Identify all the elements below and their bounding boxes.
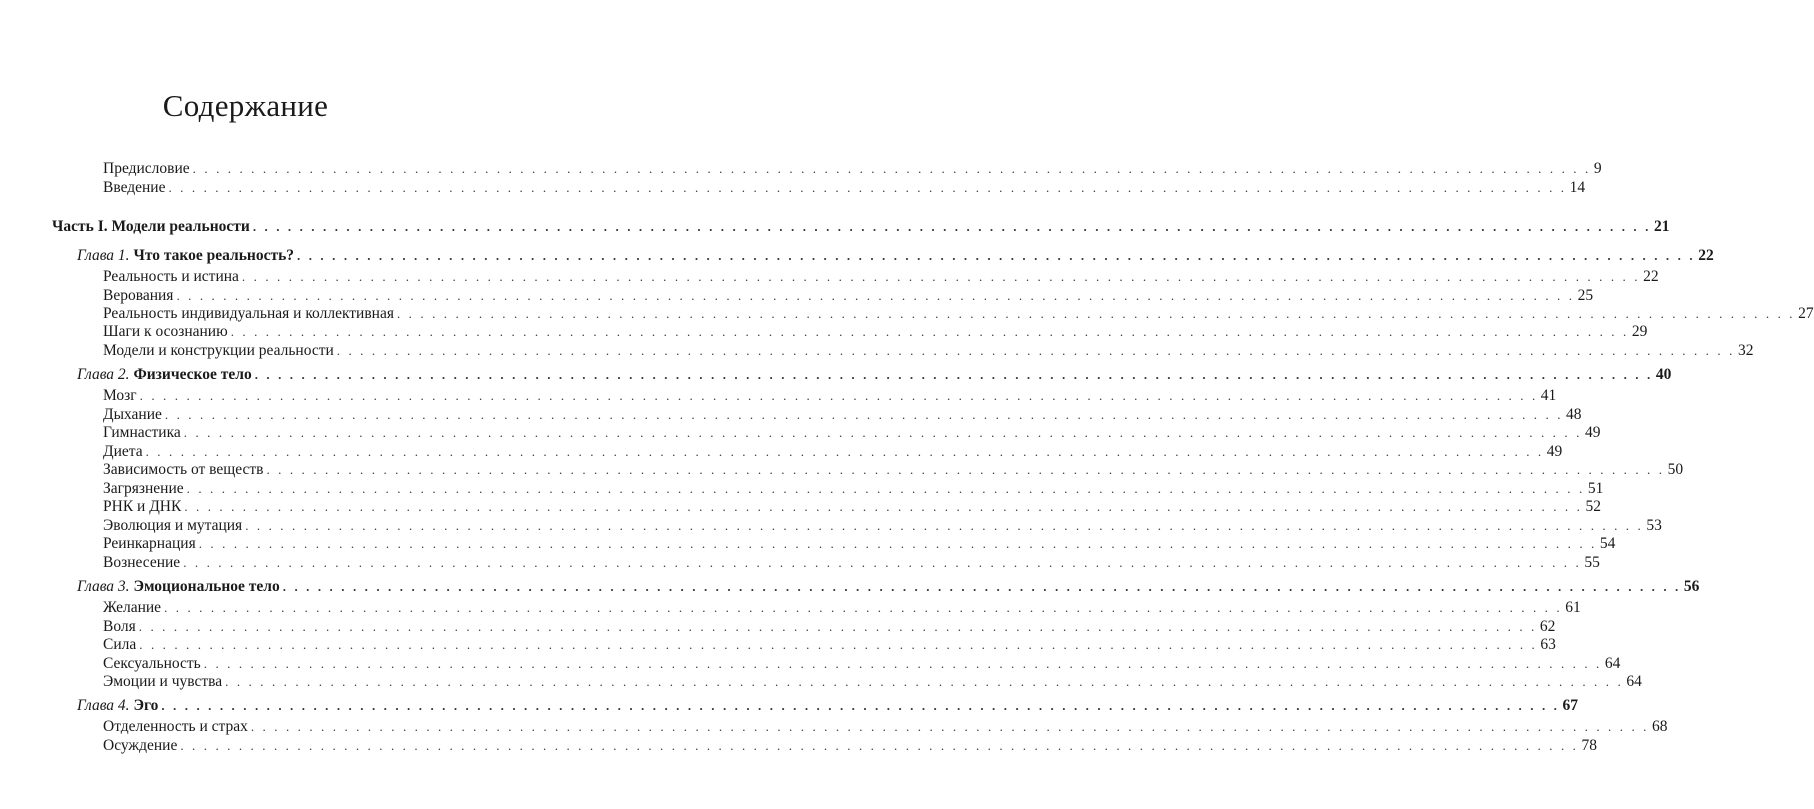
toc-entry bbox=[103, 461, 1684, 479]
dot-leader: . . . . . . . . . . . . . . . . . . . . . . . . . . . . . . . . . . . . . . . . . . . . . . . . . . . . . . . . . . . . . . . . . . . . . . . . . . . . . . . . . . . . . . . . . . . . . . . . . . . . . . . . . . . . . . . . . . . . . . . . bbox=[225, 674, 1624, 689]
page-number: 78 bbox=[1581, 737, 1598, 754]
toc-label: Верования bbox=[103, 287, 174, 304]
toc-entry bbox=[103, 342, 1754, 360]
toc-entry bbox=[103, 636, 1556, 654]
chapter-number: Глава 2. bbox=[77, 366, 134, 383]
page-number: 32 bbox=[1737, 342, 1754, 359]
toc-entry bbox=[103, 160, 1602, 178]
dot-leader: . . . . . . . . . . . . . . . . . . . . . . . . . . . . . . . . . . . . . . . . . . . . . . . . . . . . . . . . . . . . . . . . . . . . . . . . . . . . . . . . . . . . . . . . . . . . . . . . . . . . . . . . . . . . . . . . . . . . . . . . bbox=[192, 161, 1591, 176]
page-number: 50 bbox=[1667, 461, 1684, 478]
page-number: 51 bbox=[1587, 480, 1604, 497]
toc-entry bbox=[103, 718, 1668, 736]
page-number: 64 bbox=[1626, 673, 1642, 690]
toc-entry bbox=[103, 287, 1594, 305]
toc-entry bbox=[103, 655, 1621, 673]
page-title: Содержание bbox=[162, 88, 329, 123]
page-number: 56 bbox=[1683, 578, 1700, 595]
toc-label: Реальность индивидуальная и коллективная bbox=[103, 305, 394, 322]
chapter-number: Глава 4. bbox=[77, 697, 134, 714]
chapter-number: Глава 3. bbox=[77, 578, 134, 595]
dot-leader: . . . . . . . . . . . . . . . . . . . . . . . . . . . . . . . . . . . . . . . . . . . . . . . . . . . . . . . . . . . . . . . . . . . . . . . . . . . . . . . . . . . . . . . . . . . . . . . . . . . . . . . . . . . . . . . . . . . . . . . . bbox=[183, 425, 1582, 440]
toc-chapter bbox=[77, 697, 1579, 715]
dot-leader: . . . . . . . . . . . . . . . . . . . . . . . . . . . . . . . . . . . . . . . . . . . . . . . . . . . . . . . . . . . . . . . . . . . . . . . . . . . . . . . . . . . . . . . . . . . . . . . . . . . . . . . . . . . . . . . . . . . . . . . . bbox=[145, 444, 1544, 459]
toc-entry bbox=[103, 323, 1648, 341]
dot-leader: . . . . . . . . . . . . . . . . . . . . . . . . . . . . . . . . . . . . . . . . . . . . . . . . . . . . . . . . . . . . . . . . . . . . . . . . . . . . . . . . . . . . . . . . . . . . . . . . . . . . . . . . . . . . . . . . . . . . . . . . bbox=[203, 656, 1602, 671]
toc-label: Сексуальность bbox=[103, 655, 201, 672]
dot-leader: . . . . . . . . . . . . . . . . . . . . . . . . . . . . . . . . . . . . . . . . . . . . . . . . . . . . . . . . . . . . . . . . . . . . . . . . . . . . . . . . . . . . . . . . . . . . . . . . . . . . . . . . . . . . . . . . . . . . . . . . bbox=[139, 388, 1538, 403]
toc-label bbox=[77, 366, 252, 384]
dot-leader: . . . . . . . . . . . . . . . . . . . . . . . . . . . . . . . . . . . . . . . . . . . . . . . . . . . . . . . . . . . . . . . . . . . . . . . . . . . . . . . . . . . . . . . . . . . . . . . . . . . . . . . . . . . . . . . . . . . . . . . . bbox=[336, 343, 1735, 358]
toc-entry bbox=[103, 443, 1563, 461]
dot-leader: . . . . . . . . . . . . . . . . . . . . . . . . . . . . . . . . . . . . . . . . . . . . . . . . . . . . . . . . . . . . . . . . . . . . . . . . . . . . . . . . . . . . . . . . . . . . . . . . . . . . . . . . . . . . . . . . . . . . . . . . bbox=[252, 219, 1651, 234]
toc-part bbox=[52, 218, 1670, 236]
dot-leader: . . . . . . . . . . . . . . . . . . . . . . . . . . . . . . . . . . . . . . . . . . . . . . . . . . . . . . . . . . . . . . . . . . . . . . . . . . . . . . . . . . . . . . . . . . . . . . . . . . . . . . . . . . . . . . . . . . . . . . . . bbox=[186, 481, 1585, 496]
toc-entry bbox=[103, 268, 1659, 286]
dot-leader: . . . . . . . . . . . . . . . . . . . . . . . . . . . . . . . . . . . . . . . . . . . . . . . . . . . . . . . . . . . . . . . . . . . . . . . . . . . . . . . . . . . . . . . . . . . . . . . . . . . . . . . . . . . . . . . . . . . . . . . . bbox=[250, 719, 1650, 734]
page-number: 49 bbox=[1584, 424, 1601, 441]
toc-label: Эволюция и мутация bbox=[103, 517, 243, 534]
toc-entry bbox=[103, 480, 1604, 498]
page-number: 48 bbox=[1566, 406, 1582, 423]
chapter-title: Физическое тело bbox=[133, 366, 252, 383]
dot-leader: . . . . . . . . . . . . . . . . . . . . . . . . . . . . . . . . . . . . . . . . . . . . . . . . . . . . . . . . . . . . . . . . . . . . . . . . . . . . . . . . . . . . . . . . . . . . . . . . . . . . . . . . . . . . . . . . . . . . . . . . bbox=[282, 579, 1681, 594]
toc-entry bbox=[103, 618, 1556, 636]
toc-label: Введение bbox=[103, 179, 166, 196]
toc-entry bbox=[103, 179, 1586, 197]
toc-label: Зависимость от веществ bbox=[103, 461, 264, 478]
page-number: 67 bbox=[1562, 697, 1579, 714]
page-number: 29 bbox=[1631, 323, 1648, 340]
page-number: 9 bbox=[1593, 160, 1602, 177]
dot-leader: . . . . . . . . . . . . . . . . . . . . . . . . . . . . . . . . . . . . . . . . . . . . . . . . . . . . . . . . . . . . . . . . . . . . . . . . . . . . . . . . . . . . . . . . . . . . . . . . . . . . . . . . . . . . . . . . . . . . . . . . bbox=[138, 619, 1537, 634]
toc-label bbox=[77, 247, 294, 265]
dot-leader: . . . . . . . . . . . . . . . . . . . . . . . . . . . . . . . . . . . . . . . . . . . . . . . . . . . . . . . . . . . . . . . . . . . . . . . . . . . . . . . . . . . . . . . . . . . . . . . . . . . . . . . . . . . . . . . . . . . . . . . . bbox=[180, 738, 1579, 753]
toc-label: Предисловие bbox=[103, 160, 190, 177]
page-number: 68 bbox=[1652, 718, 1668, 735]
toc-label bbox=[77, 578, 280, 596]
chapter-title: Что такое реальность? bbox=[133, 247, 295, 264]
toc-label: Мозг bbox=[103, 387, 137, 404]
dot-leader: . . . . . . . . . . . . . . . . . . . . . . . . . . . . . . . . . . . . . . . . . . . . . . . . . . . . . . . . . . . . . . . . . . . . . . . . . . . . . . . . . . . . . . . . . . . . . . . . . . . . . . . . . . . . . . . . . . . . . . . . bbox=[396, 306, 1796, 321]
dot-leader: . . . . . . . . . . . . . . . . . . . . . . . . . . . . . . . . . . . . . . . . . . . . . . . . . . . . . . . . . . . . . . . . . . . . . . . . . . . . . . . . . . . . . . . . . . . . . . . . . . . . . . . . . . . . . . . . . . . . . . . . bbox=[164, 407, 1564, 422]
dot-leader: . . . . . . . . . . . . . . . . . . . . . . . . . . . . . . . . . . . . . . . . . . . . . . . . . . . . . . . . . . . . . . . . . . . . . . . . . . . . . . . . . . . . . . . . . . . . . . . . . . . . . . . . . . . . . . . . . . . . . . . . bbox=[168, 180, 1567, 195]
toc-entry bbox=[103, 737, 1598, 755]
toc-entry bbox=[103, 406, 1582, 424]
dot-leader: . . . . . . . . . . . . . . . . . . . . . . . . . . . . . . . . . . . . . . . . . . . . . . . . . . . . . . . . . . . . . . . . . . . . . . . . . . . . . . . . . . . . . . . . . . . . . . . . . . . . . . . . . . . . . . . . . . . . . . . . bbox=[161, 698, 1560, 713]
dot-leader: . . . . . . . . . . . . . . . . . . . . . . . . . . . . . . . . . . . . . . . . . . . . . . . . . . . . . . . . . . . . . . . . . . . . . . . . . . . . . . . . . . . . . . . . . . . . . . . . . . . . . . . . . . . . . . . . . . . . . . . . bbox=[254, 367, 1653, 382]
toc-label: Реинкарнация bbox=[103, 535, 196, 552]
toc-entry bbox=[103, 673, 1642, 691]
page-number: 63 bbox=[1540, 636, 1556, 653]
toc-entry bbox=[103, 599, 1581, 617]
toc-entry bbox=[103, 498, 1601, 516]
dot-leader: . . . . . . . . . . . . . . . . . . . . . . . . . . . . . . . . . . . . . . . . . . . . . . . . . . . . . . . . . . . . . . . . . . . . . . . . . . . . . . . . . . . . . . . . . . . . . . . . . . . . . . . . . . . . . . . . . . . . . . . . bbox=[164, 600, 1563, 615]
toc-label: Диета bbox=[103, 443, 143, 460]
page-number: 41 bbox=[1540, 387, 1557, 404]
page-number: 55 bbox=[1584, 554, 1600, 571]
toc-label: Шаги к осознанию bbox=[103, 323, 228, 340]
toc-entry bbox=[103, 387, 1557, 405]
toc-label bbox=[77, 697, 158, 715]
toc-label: Вознесение bbox=[103, 554, 181, 571]
chapter-title: Эго bbox=[133, 697, 159, 714]
page-number: 53 bbox=[1646, 517, 1662, 534]
dot-leader: . . . . . . . . . . . . . . . . . . . . . . . . . . . . . . . . . . . . . . . . . . . . . . . . . . . . . . . . . . . . . . . . . . . . . . . . . . . . . . . . . . . . . . . . . . . . . . . . . . . . . . . . . . . . . . . . . . . . . . . . bbox=[183, 555, 1582, 570]
toc-label: Воля bbox=[103, 618, 136, 635]
page-number: 52 bbox=[1585, 498, 1601, 515]
page-number: 49 bbox=[1546, 443, 1563, 460]
dot-leader: . . . . . . . . . . . . . . . . . . . . . . . . . . . . . . . . . . . . . . . . . . . . . . . . . . . . . . . . . . . . . . . . . . . . . . . . . . . . . . . . . . . . . . . . . . . . . . . . . . . . . . . . . . . . . . . . . . . . . . . . bbox=[297, 248, 1696, 263]
page-number: 25 bbox=[1577, 287, 1594, 304]
dot-leader: . . . . . . . . . . . . . . . . . . . . . . . . . . . . . . . . . . . . . . . . . . . . . . . . . . . . . . . . . . . . . . . . . . . . . . . . . . . . . . . . . . . . . . . . . . . . . . . . . . . . . . . . . . . . . . . . . . . . . . . . bbox=[245, 518, 1644, 533]
dot-leader: . . . . . . . . . . . . . . . . . . . . . . . . . . . . . . . . . . . . . . . . . . . . . . . . . . . . . . . . . . . . . . . . . . . . . . . . . . . . . . . . . . . . . . . . . . . . . . . . . . . . . . . . . . . . . . . . . . . . . . . . bbox=[230, 324, 1629, 339]
toc-label: Часть I. Модели реальности bbox=[52, 218, 250, 235]
dot-leader: . . . . . . . . . . . . . . . . . . . . . . . . . . . . . . . . . . . . . . . . . . . . . . . . . . . . . . . . . . . . . . . . . . . . . . . . . . . . . . . . . . . . . . . . . . . . . . . . . . . . . . . . . . . . . . . . . . . . . . . . bbox=[198, 536, 1597, 551]
dot-leader: . . . . . . . . . . . . . . . . . . . . . . . . . . . . . . . . . . . . . . . . . . . . . . . . . . . . . . . . . . . . . . . . . . . . . . . . . . . . . . . . . . . . . . . . . . . . . . . . . . . . . . . . . . . . . . . . . . . . . . . . bbox=[176, 288, 1575, 303]
toc-entry bbox=[103, 535, 1616, 553]
toc-label: Загрязнение bbox=[103, 480, 184, 497]
toc-label: Сила bbox=[103, 636, 137, 653]
toc-label: Осуждение bbox=[103, 737, 178, 754]
dot-leader: . . . . . . . . . . . . . . . . . . . . . . . . . . . . . . . . . . . . . . . . . . . . . . . . . . . . . . . . . . . . . . . . . . . . . . . . . . . . . . . . . . . . . . . . . . . . . . . . . . . . . . . . . . . . . . . . . . . . . . . . bbox=[266, 462, 1665, 477]
page-number: 40 bbox=[1655, 366, 1672, 383]
page-number: 22 bbox=[1698, 247, 1714, 264]
page-number: 27 bbox=[1798, 305, 1814, 322]
dot-leader: . . . . . . . . . . . . . . . . . . . . . . . . . . . . . . . . . . . . . . . . . . . . . . . . . . . . . . . . . . . . . . . . . . . . . . . . . . . . . . . . . . . . . . . . . . . . . . . . . . . . . . . . . . . . . . . . . . . . . . . . bbox=[241, 269, 1641, 284]
toc-entry bbox=[103, 517, 1662, 535]
toc-label: Реальность и истина bbox=[103, 268, 239, 285]
chapter-title: Эмоциональное тело bbox=[133, 578, 280, 595]
chapter-number: Глава 1. bbox=[77, 247, 134, 264]
page-number: 62 bbox=[1539, 618, 1556, 635]
page-number: 14 bbox=[1569, 179, 1586, 196]
toc-chapter bbox=[77, 578, 1700, 596]
toc-label: Отделенность и страх bbox=[103, 718, 248, 735]
dot-leader: . . . . . . . . . . . . . . . . . . . . . . . . . . . . . . . . . . . . . . . . . . . . . . . . . . . . . . . . . . . . . . . . . . . . . . . . . . . . . . . . . . . . . . . . . . . . . . . . . . . . . . . . . . . . . . . . . . . . . . . . bbox=[184, 499, 1583, 514]
page-number: 54 bbox=[1599, 535, 1616, 552]
page-number: 64 bbox=[1604, 655, 1621, 672]
page-number: 21 bbox=[1653, 218, 1670, 235]
toc-chapter bbox=[77, 247, 1714, 265]
toc-entry bbox=[103, 424, 1601, 442]
toc-label: Гимнастика bbox=[103, 424, 181, 441]
page-number: 61 bbox=[1565, 599, 1581, 616]
toc-chapter bbox=[77, 366, 1672, 384]
toc-label: Эмоции и чувства bbox=[103, 673, 223, 690]
toc-label: Желание bbox=[103, 599, 162, 616]
toc-label: РНК и ДНК bbox=[103, 498, 182, 515]
toc-label: Дыхание bbox=[103, 406, 162, 423]
toc-entry bbox=[103, 554, 1600, 572]
page-number: 22 bbox=[1643, 268, 1659, 285]
toc-label: Модели и конструкции реальности bbox=[103, 342, 334, 359]
toc-entry bbox=[103, 305, 1814, 323]
dot-leader: . . . . . . . . . . . . . . . . . . . . . . . . . . . . . . . . . . . . . . . . . . . . . . . . . . . . . . . . . . . . . . . . . . . . . . . . . . . . . . . . . . . . . . . . . . . . . . . . . . . . . . . . . . . . . . . . . . . . . . . . bbox=[139, 637, 1538, 652]
